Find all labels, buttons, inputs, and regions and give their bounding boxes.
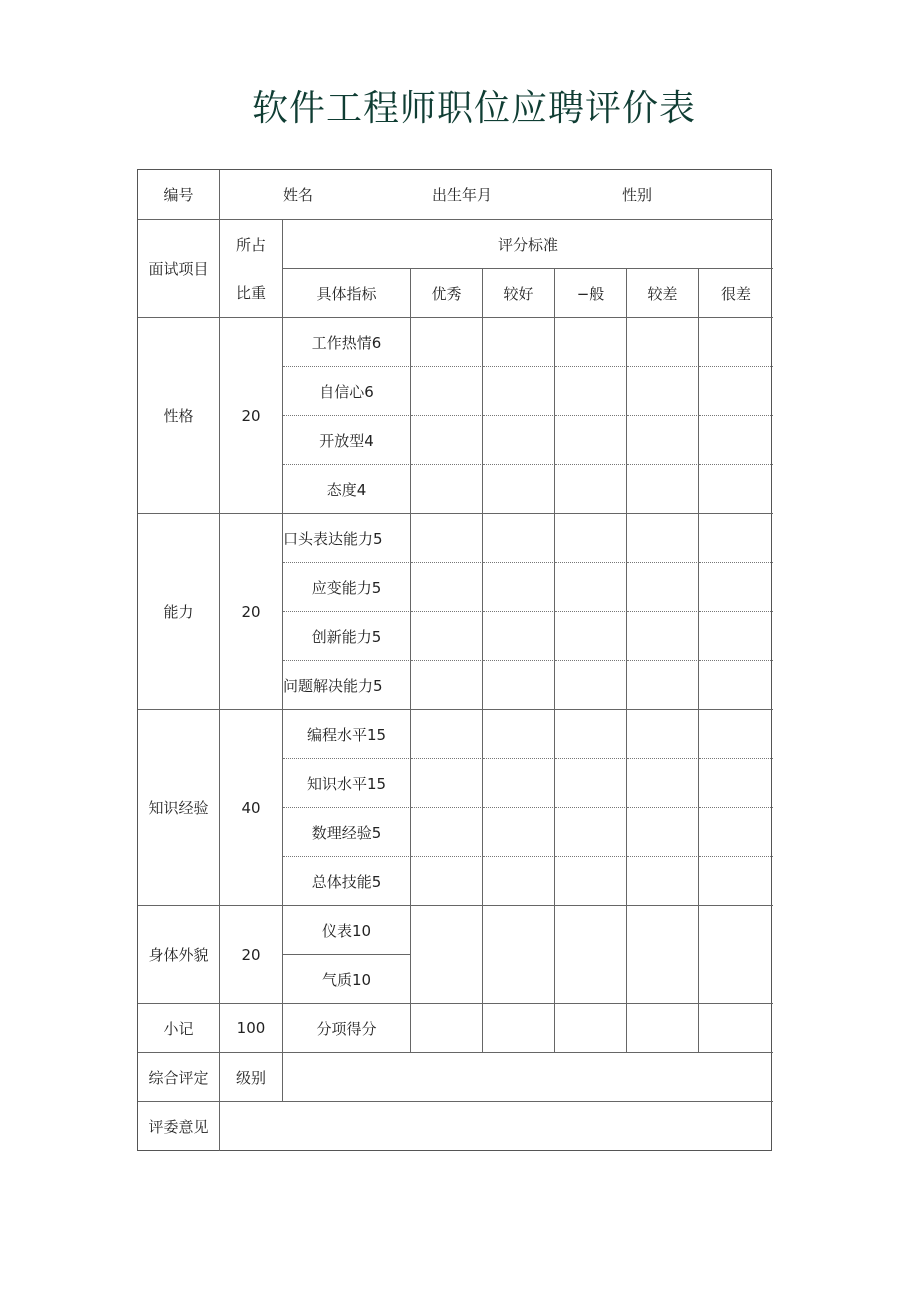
score-cell[interactable] [411,857,483,906]
score-cell[interactable] [699,612,773,661]
score-cell[interactable] [627,318,699,367]
applicant-info-row [220,170,773,220]
indicator-cell: 数理经验5 [283,808,411,857]
score-cell[interactable] [555,759,627,808]
score-cell[interactable] [411,661,483,710]
score-cell[interactable] [627,906,699,1004]
name-label: 姓名 [283,186,314,204]
section-name: 能力 [138,514,220,710]
indicator-cell: 态度4 [283,465,411,514]
indicator-cell: 自信心6 [283,367,411,416]
score-cell[interactable] [483,906,555,1004]
evaluation-table [137,169,772,1151]
section-weight: 20 [220,514,283,710]
overall-level-label: 级别 [220,1053,283,1102]
score-cell[interactable] [699,563,773,612]
score-cell[interactable] [411,416,483,465]
score-cell[interactable] [483,857,555,906]
score-cell[interactable] [627,759,699,808]
score-cell[interactable] [555,710,627,759]
score-cell[interactable] [699,906,773,1004]
score-cell[interactable] [411,1004,483,1053]
indicator-cell: 总体技能5 [283,857,411,906]
indicator-cell: 工作热情6 [283,318,411,367]
score-cell[interactable] [699,661,773,710]
score-cell[interactable] [627,857,699,906]
score-cell[interactable] [699,367,773,416]
indicator-cell: 应变能力5 [283,563,411,612]
item-header: 面试项目 [138,220,220,318]
level-header-excellent: 优秀 [411,269,483,318]
score-cell[interactable] [699,1004,773,1053]
score-cell[interactable] [627,661,699,710]
weight-header [220,220,283,318]
page-title: 软件工程师职位应聘评价表 [251,88,696,129]
score-cell[interactable] [627,416,699,465]
score-cell[interactable] [555,612,627,661]
score-cell[interactable] [555,661,627,710]
score-cell[interactable] [699,318,773,367]
score-cell[interactable] [483,661,555,710]
score-cell[interactable] [555,808,627,857]
score-cell[interactable] [699,416,773,465]
score-cell[interactable] [555,857,627,906]
subtotal-weight: 100 [220,1004,283,1053]
score-cell[interactable] [627,808,699,857]
score-cell[interactable] [627,367,699,416]
score-cell[interactable] [483,318,555,367]
score-cell[interactable] [483,759,555,808]
indicator-cell: 气质10 [283,955,411,1004]
score-cell[interactable] [555,318,627,367]
level-header-good: 较好 [483,269,555,318]
score-cell[interactable] [483,710,555,759]
indicator-cell: 编程水平15 [283,710,411,759]
birth-label: 出生年月 [432,186,493,204]
subtotal-indicator: 分项得分 [283,1004,411,1053]
score-cell[interactable] [699,808,773,857]
score-cell[interactable] [627,563,699,612]
score-cell[interactable] [699,465,773,514]
score-cell[interactable] [411,906,483,1004]
section-weight: 20 [220,318,283,514]
score-cell[interactable] [627,1004,699,1053]
indicator-cell: 知识水平15 [283,759,411,808]
score-cell[interactable] [411,710,483,759]
score-cell[interactable] [699,857,773,906]
overall-level-field[interactable] [283,1053,773,1102]
score-cell[interactable] [555,1004,627,1053]
score-cell[interactable] [555,465,627,514]
score-cell[interactable] [555,906,627,1004]
score-cell[interactable] [483,514,555,563]
score-cell[interactable] [411,514,483,563]
score-cell[interactable] [555,563,627,612]
section-name: 身体外貌 [138,906,220,1004]
id-label: 编号 [138,170,220,220]
section-name: 性格 [138,318,220,514]
score-cell[interactable] [411,808,483,857]
indicator-cell: 创新能力5 [283,612,411,661]
comments-field[interactable] [220,1102,773,1151]
score-cell[interactable] [555,514,627,563]
indicator-cell: 仪表10 [283,906,411,955]
score-cell[interactable] [411,318,483,367]
score-cell[interactable] [699,710,773,759]
score-cell[interactable] [483,416,555,465]
level-header-poor: 较差 [627,269,699,318]
section-name: 知识经验 [138,710,220,906]
score-cell[interactable] [411,612,483,661]
gender-label: 性别 [622,186,653,204]
score-cell[interactable] [627,465,699,514]
score-cell[interactable] [411,759,483,808]
score-cell[interactable] [411,563,483,612]
weight-header-top: 所占 [235,236,266,254]
subtotal-label: 小记 [138,1004,220,1053]
indicator-cell: 口头表达能力5 [283,514,411,563]
section-weight: 20 [220,906,283,1004]
section-weight: 40 [220,710,283,906]
score-cell[interactable] [555,416,627,465]
score-cell[interactable] [627,710,699,759]
score-cell[interactable] [483,808,555,857]
indicator-cell: 开放型4 [283,416,411,465]
score-cell[interactable] [483,563,555,612]
score-cell[interactable] [483,465,555,514]
score-cell[interactable] [627,514,699,563]
weight-header-bottom: 比重 [235,284,266,302]
indicator-header: 具体指标 [283,269,411,318]
overall-label: 综合评定 [138,1053,220,1102]
score-cell[interactable] [699,514,773,563]
indicator-cell: 问题解决能力5 [283,661,411,710]
score-cell[interactable] [483,1004,555,1053]
criteria-header: 评分标准 [283,220,773,269]
score-cell[interactable] [483,612,555,661]
score-cell[interactable] [411,367,483,416]
level-header-very-poor: 很差 [699,269,773,318]
score-cell[interactable] [555,367,627,416]
score-cell[interactable] [699,759,773,808]
comments-label: 评委意见 [138,1102,220,1151]
level-header-average: −般 [555,269,627,318]
score-cell[interactable] [411,465,483,514]
score-cell[interactable] [483,367,555,416]
score-cell[interactable] [627,612,699,661]
